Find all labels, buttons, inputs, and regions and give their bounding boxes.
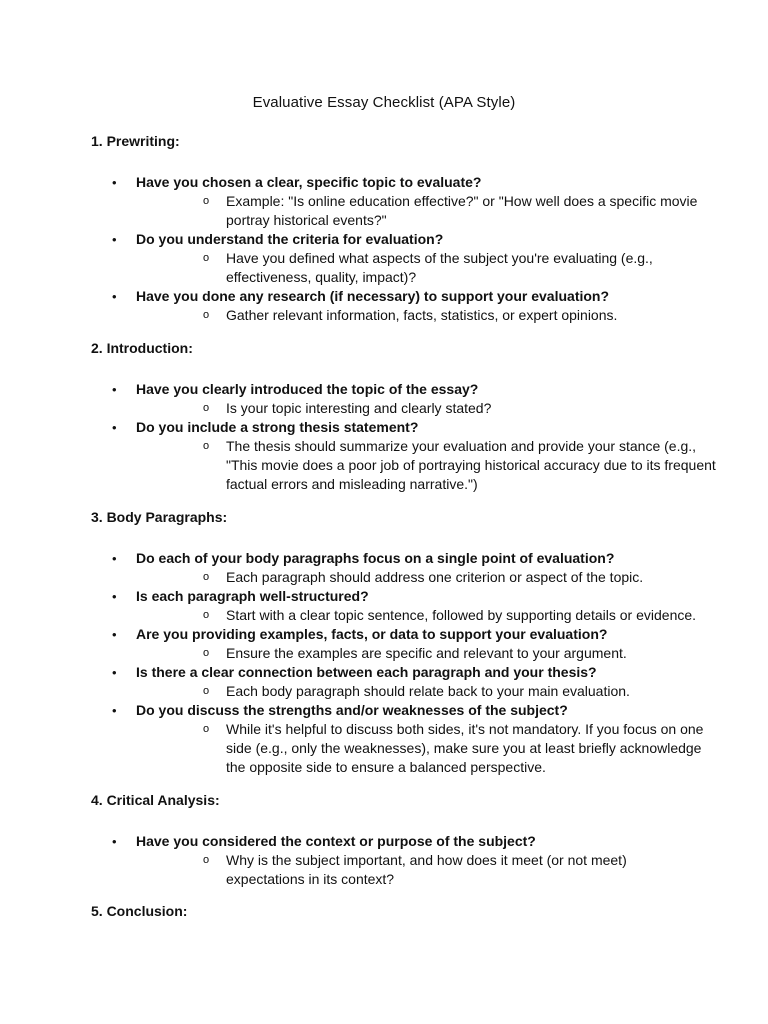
checklist-item (91, 549, 691, 587)
sub-marker: o (203, 195, 210, 207)
bullet-marker: • (112, 175, 117, 190)
checklist-item (91, 587, 697, 625)
sub-item (136, 568, 726, 587)
checklist-item (91, 380, 691, 418)
sub-marker: o (203, 440, 210, 452)
section-heading: 2. Introduction: (91, 340, 193, 356)
sub-marker: o (203, 685, 210, 697)
sub-list (136, 644, 691, 663)
bullet-marker: • (112, 382, 117, 397)
sub-item-text: Each paragraph should address one criterion or aspect of the topic. (226, 569, 644, 585)
checklist-question: Do you include a strong thesis statement? (136, 419, 419, 435)
checklist-question: Are you providing examples, facts, or data to support your evaluation? (136, 626, 608, 642)
bullet-marker: • (112, 665, 117, 680)
sub-item-text: Start with a clear topic sentence, followed by supporting details or evidence. (226, 607, 697, 623)
sub-item-text: Have you defined what aspects of the subject you're evaluating (e.g., effectiveness, quality, impact)? (226, 250, 653, 285)
section-3 (91, 508, 704, 777)
section-heading: 4. Critical Analysis: (91, 792, 220, 808)
bullet-marker: • (112, 420, 117, 435)
checklist-item (91, 287, 691, 325)
checklist-list (91, 380, 716, 494)
checklist-question: Have you done any research (if necessary) to support your evaluation? (136, 288, 610, 304)
checklist-item (91, 832, 691, 889)
sub-item (136, 720, 716, 777)
sub-item (136, 306, 726, 325)
section-4 (91, 791, 691, 889)
checklist-item (91, 230, 691, 287)
sub-item-text: While it's helpful to discuss both sides, it's not mandatory. If you focus on one side (e.g., only the weaknesses), make sure you at least briefly acknowledge the opposite side to ensure a balanced perspective. (226, 721, 704, 775)
sub-item (136, 399, 726, 418)
sub-item-text: Each body paragraph should relate back to your main evaluation. (226, 683, 630, 699)
checklist-item (91, 418, 716, 494)
sub-item (136, 606, 726, 625)
section-heading: 5. Conclusion: (91, 903, 188, 919)
section-5 (91, 902, 691, 921)
sub-item-text: Ensure the examples are specific and relevant to your argument. (226, 645, 627, 661)
sub-item (136, 644, 726, 663)
bullet-marker: • (112, 232, 117, 247)
sub-item-text: Example: "Is online education effective?" or "How well does a specific movie portray historical events?" (226, 193, 698, 228)
checklist-question: Is there a clear connection between each paragraph and your thesis? (136, 664, 597, 680)
sub-marker: o (203, 854, 210, 866)
sub-list (136, 306, 691, 325)
sub-item (136, 249, 686, 287)
sub-item (136, 851, 656, 889)
sub-marker: o (203, 571, 210, 583)
sub-marker: o (203, 402, 210, 414)
section-2 (91, 339, 716, 494)
checklist-item (91, 173, 698, 230)
sub-list (136, 851, 691, 889)
sub-marker: o (203, 647, 210, 659)
checklist-list (91, 173, 698, 325)
bullet-marker: • (112, 589, 117, 604)
section-1 (91, 132, 698, 325)
sub-marker: o (203, 609, 210, 621)
checklist-question: Is each paragraph well-structured? (136, 588, 369, 604)
sub-item (136, 192, 726, 230)
bullet-marker: • (112, 627, 117, 642)
sub-list (136, 606, 697, 625)
sub-item-text: The thesis should summarize your evaluation and provide your stance (e.g., "This movie does a poor job of portraying historical accuracy due to its frequent factual errors and misleading narrative.") (226, 438, 716, 492)
sub-list (136, 249, 691, 287)
sub-list (136, 192, 698, 230)
checklist-question: Have you chosen a clear, specific topic to evaluate? (136, 174, 482, 190)
checklist-question: Do you understand the criteria for evaluation? (136, 231, 444, 247)
bullet-marker: • (112, 551, 117, 566)
sub-item-text: Gather relevant information, facts, statistics, or expert opinions. (226, 307, 618, 323)
checklist-item (91, 701, 704, 777)
section-heading: 3. Body Paragraphs: (91, 509, 228, 525)
bullet-marker: • (112, 834, 117, 849)
sub-item (136, 437, 726, 494)
sub-marker: o (203, 252, 210, 264)
sub-item (136, 682, 726, 701)
checklist-item (91, 663, 691, 701)
sub-marker: o (203, 723, 210, 735)
checklist-question: Have you clearly introduced the topic of the essay? (136, 381, 479, 397)
document-title: Evaluative Essay Checklist (APA Style) (252, 94, 516, 111)
checklist-question: Do each of your body paragraphs focus on a single point of evaluation? (136, 550, 615, 566)
checklist-item (91, 625, 691, 663)
sub-list (136, 682, 691, 701)
sub-item-text: Is your topic interesting and clearly stated? (226, 400, 492, 416)
checklist-list (91, 832, 691, 889)
sub-item-text: Why is the subject important, and how does it meet (or not meet) expectations in its context? (226, 852, 627, 887)
bullet-marker: • (112, 289, 117, 304)
section-heading: 1. Prewriting: (91, 133, 180, 149)
sub-list (136, 399, 691, 418)
sub-list (136, 568, 691, 587)
sub-marker: o (203, 309, 210, 321)
checklist-question: Do you discuss the strengths and/or weaknesses of the subject? (136, 702, 568, 718)
checklist-list (91, 549, 704, 777)
sub-list (136, 437, 716, 494)
checklist-question: Have you considered the context or purpose of the subject? (136, 833, 536, 849)
sub-list (136, 720, 704, 777)
bullet-marker: • (112, 703, 117, 718)
